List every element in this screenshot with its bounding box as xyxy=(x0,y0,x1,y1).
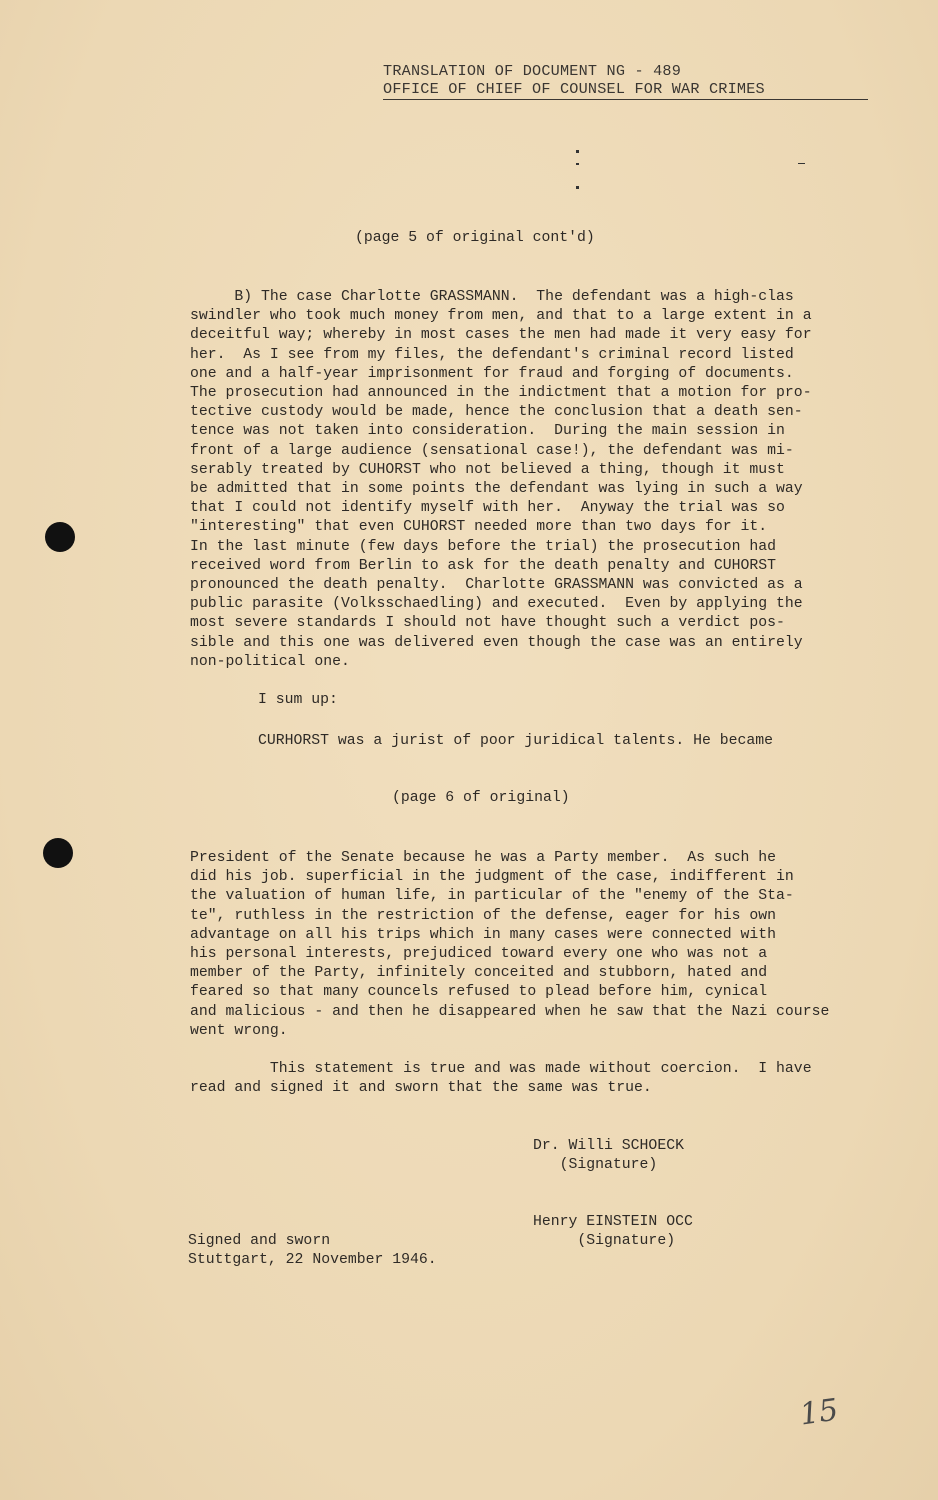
text-line: te", ruthless in the restriction of the defense, eager for his own xyxy=(190,907,777,924)
text-line: tence was not taken into consideration. During the main session in xyxy=(190,423,785,440)
text-line: her. As I see from my files, the defendant's criminal record listed xyxy=(190,346,794,363)
curhorst-line: CURHORST was a jurist of poor juridical talents. He became xyxy=(258,733,774,749)
text-line: This statement is true and was made without coercion. I have xyxy=(190,1061,812,1077)
text-line: feared so that many councels refused to plead before him, cynical xyxy=(190,984,768,1001)
document-header xyxy=(383,62,765,98)
stray-mark xyxy=(798,163,805,164)
text-line: the valuation of human life, in particular of the "enemy of the Sta- xyxy=(190,888,794,905)
punch-hole xyxy=(45,522,75,552)
page-continuation-note: (page 5 of original cont'd) xyxy=(355,230,595,246)
text-line: public parasite (Volksschaedling) and executed. Even by applying the xyxy=(190,596,803,613)
text-line: In the last minute (few days before the trial) the prosecution had xyxy=(190,538,777,555)
text-line: non-political one. xyxy=(190,653,350,670)
text-line: swindler who took much money from men, and that to a large extent in a xyxy=(190,308,812,325)
text-line: and malicious - and then he disappeared when he saw that the Nazi course xyxy=(190,1003,830,1020)
paragraph-statement-oath xyxy=(190,1060,870,1098)
text-line: pronounced the death penalty. Charlotte GRASSMANN was convicted as a xyxy=(190,577,803,594)
text-line: "interesting" that even CUHORST needed more than two days for it. xyxy=(190,519,768,536)
text-line: his personal interests, prejudiced toward every one who was not a xyxy=(190,946,768,963)
text-line: that I could not identify myself with her. Anyway the trial was so xyxy=(190,500,785,517)
sum-up-line: I sum up: xyxy=(258,692,338,708)
sworn-place-date: Stuttgart, 22 November 1946. xyxy=(188,1252,437,1269)
text-line: member of the Party, infinitely conceited and stubborn, hated and xyxy=(190,965,768,982)
signature-label: (Signature) xyxy=(533,1233,676,1250)
text-line: most severe standards I should not have thought such a verdict pos- xyxy=(190,615,785,632)
page-6-note: (page 6 of original) xyxy=(392,790,570,806)
stray-mark xyxy=(576,150,579,153)
signature-schoeck xyxy=(533,1137,684,1175)
text-line: President of the Senate because he was a Party member. As such he xyxy=(190,850,777,866)
text-line: B) The case Charlotte GRASSMANN. The defendant was a high-clas xyxy=(190,289,794,305)
text-line: received word from Berlin to ask for the death penalty and CUHORST xyxy=(190,557,777,574)
signatory-name: Henry EINSTEIN OCC xyxy=(533,1214,693,1230)
text-line: advantage on all his trips which in many cases were connected with xyxy=(190,926,777,943)
text-line: be admitted that in some points the defendant was lying in such a way xyxy=(190,481,803,498)
signatory-name: Dr. Willi SCHOECK xyxy=(533,1138,684,1154)
text-line: deceitful way; whereby in most cases the men had made it very easy for xyxy=(190,327,812,344)
header-line-1: TRANSLATION OF DOCUMENT NG - 489 xyxy=(383,62,682,80)
signature-label: (Signature) xyxy=(533,1157,658,1174)
sworn-line: Signed and sworn xyxy=(188,1233,331,1249)
header-line-2: OFFICE OF CHIEF OF COUNSEL FOR WAR CRIMES xyxy=(383,80,765,98)
text-line: read and signed it and sworn that the same was true. xyxy=(190,1080,652,1097)
text-line: one and a half-year imprisonment for fraud and forging of documents. xyxy=(190,365,794,382)
stray-mark xyxy=(576,163,579,165)
text-line: serably treated by CUHORST who not believed a thing, though it must xyxy=(190,461,785,478)
text-line: tective custody would be made, hence the conclusion that a death sen- xyxy=(190,404,803,421)
text-line: front of a large audience (sensational case!), the defendant was mi- xyxy=(190,442,794,459)
paragraph-curhorst-summary xyxy=(190,849,870,1041)
text-line: did his job. superficial in the judgment of the case, indifferent in xyxy=(190,869,794,886)
sworn-block xyxy=(188,1232,437,1270)
handwritten-page-number: 15 xyxy=(797,1392,841,1433)
header-underline xyxy=(383,99,868,100)
text-line: went wrong. xyxy=(190,1022,288,1039)
stray-mark xyxy=(576,186,579,189)
punch-hole xyxy=(43,838,73,868)
paragraph-grassmann-case xyxy=(190,288,870,672)
text-line: The prosecution had announced in the indictment that a motion for pro- xyxy=(190,385,812,402)
signature-einstein xyxy=(533,1213,693,1251)
text-line: sible and this one was delivered even though the case was an entirely xyxy=(190,634,803,651)
